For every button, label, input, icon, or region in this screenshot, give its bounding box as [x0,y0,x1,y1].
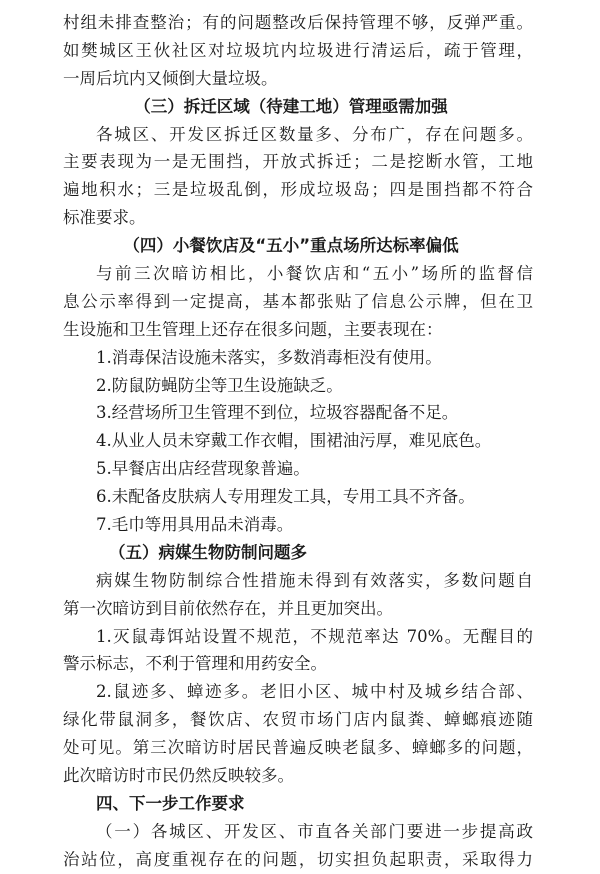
paragraph-line: 一周后坑内又倾倒大量垃圾。 [63,68,278,88]
section-heading-3: （三）拆迁区域（待建工地）管理亟需加强 [134,96,448,116]
paragraph-line: 主要表现为一是无围挡，开放式拆迁；二是挖断水管，工地 [63,152,533,172]
paragraph [63,260,533,344]
paragraph-line: 遍地积水；三是垃圾乱倒，形成垃圾岛；四是围挡都不符合 [63,180,533,200]
list-item-5: 5.早餐店出店经营现象普遍。 [96,459,310,479]
paragraph-line: 2.鼠迹多、蟑迹多。老旧小区、城中村及城乡结合部、 [96,682,533,702]
list-item-2: 2.防鼠防蝇防尘等卫生设施缺乏。 [96,375,343,395]
paragraph-line: 村组未排查整治；有的问题整改后保持管理不够，反弹严重。 [63,13,533,32]
paragraph-line: 此次暗访时市民仍然反映较多。 [63,766,294,786]
list-item-7: 7.毛巾等用具用品未消毒。 [96,515,294,535]
paragraph [63,818,533,874]
paragraph-line: 第一次暗访到目前依然存在，并且更加突出。 [63,598,393,618]
paragraph-line: （一）各城区、开发区、市直各关部门要进一步提高政 [96,821,533,841]
paragraph-line: 处可见。第三次暗访时居民普遍反映老鼠多、蟑螂多的问题， [63,738,533,758]
paragraph-line: 与前三次暗访相比，小餐饮店和“五小”场所的监督信 [96,264,533,284]
paragraph-line: 警示标志，不利于管理和用药安全。 [63,654,327,674]
list-item-3: 3.经营场所卫生管理不到位，垃圾容器配备不足。 [96,403,459,423]
list-item-1: 1.消毒保洁设施未落实，多数消毒柜没有使用。 [96,347,442,367]
paragraph-line: 如樊城区王伙社区对垃圾坑内垃圾进行清运后，疏于管理， [63,40,533,60]
paragraph [63,121,533,233]
paragraph-line: 治站位，高度重视存在的问题，切实担负起职责，采取得力 [63,849,533,869]
paragraph-line: 生设施和卫生管理上还存在很多问题，主要表现在： [63,319,443,339]
paragraph-line: 息公示率得到一定提高，基本都张贴了信息公示牌，但在卫 [63,291,533,311]
paragraph [63,567,533,623]
paragraph-line: 1.灭鼠毒饵站设置不规范，不规范率达 70%。无醒目的 [96,626,533,646]
section-heading-5: （五）病媒生物防制问题多 [109,542,307,562]
document-page [63,9,533,874]
paragraph [63,9,533,93]
main-heading-4: 四、下一步工作要求 [96,793,245,813]
paragraph-line: 病媒生物防制综合性措施未得到有效落实，多数问题自 [96,570,533,590]
paragraph-line: 绿化带鼠洞多，餐饮店、农贸市场门店内鼠粪、蟑螂痕迹随 [63,710,533,730]
section-heading-4: （四）小餐饮店及“五小”重点场所达标率偏低 [123,236,459,256]
list-item-6: 6.未配备皮肤病人专用理发工具，专用工具不齐备。 [96,487,475,507]
paragraph [63,678,533,790]
list-item-4: 4.从业人员未穿戴工作衣帽，围裙油污厚，难见底色。 [96,431,492,451]
paragraph-line: 各城区、开发区拆迁区数量多、分布广，存在问题多。 [96,124,533,144]
paragraph [63,623,533,679]
paragraph-line: 标准要求。 [63,208,146,228]
